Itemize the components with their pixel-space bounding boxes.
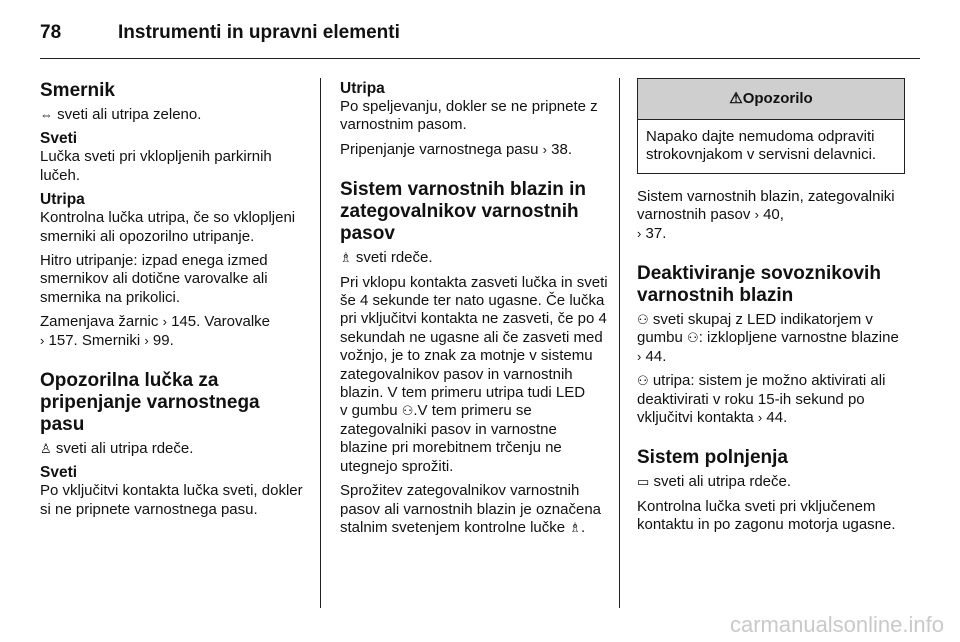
zamenjava-text: Zamenjava žarnic › 145. Varovalke › 157. Smerniki › 99. <box>40 313 271 349</box>
heading-utripa: Utripa <box>40 191 85 209</box>
page-header <box>40 18 920 58</box>
battery-icon: ▭ <box>637 474 650 490</box>
reference-text: Sistem varnostnih blazin, zategovalniki varnostnih pasov › 40, › 37. <box>637 187 895 242</box>
ref-arrow-icon: › <box>162 314 167 330</box>
passenger-airbag-icon: ⚇ <box>637 373 649 389</box>
column-2 <box>340 80 608 543</box>
warning-text: Napako dajte nemudoma odpraviti strokovnjakom v servisni delavnici. <box>646 128 877 164</box>
heading-utripa-2: Utripa <box>340 80 385 97</box>
ref-arrow-icon: › <box>637 225 642 241</box>
battery-text: ▭ sveti ali utripa rdeče. <box>637 473 792 491</box>
warning-title: Opozorilo <box>742 90 813 107</box>
airbag-icon: ♗ <box>340 250 352 266</box>
airbag-icon: ♗ <box>569 519 581 535</box>
ref-arrow-icon: › <box>542 141 547 157</box>
sveti-text: Lučka sveti pri vklopljenih parkirnih lučeh. <box>40 148 272 184</box>
passenger-airbag-icon: ⚇ <box>687 330 699 346</box>
ref-arrow-icon: › <box>40 332 45 348</box>
passenger-airbag-icon: ⚇ <box>637 312 649 328</box>
airbag-text: ♗ sveti rdeče. <box>340 249 433 267</box>
warning-icon: ⚠ <box>729 90 743 107</box>
heading-sistem-varnostnih-blazin: Sistem varnostnih blazin in zategovalnikov varnostnih pasov <box>340 179 586 245</box>
ref-arrow-icon: › <box>637 348 642 364</box>
heading-deaktiviranje: Deaktiviranje sovoznikovih varnostnih blazin <box>637 263 881 307</box>
page-number: 78 <box>40 22 62 43</box>
warning-header <box>638 79 904 120</box>
polnjenja-text: Kontrolna lučka sveti pri vključenem kontaktu in po zagonu motorja ugasne. <box>637 497 896 534</box>
sveti-2-text: Po vključitvi kontakta lučka sveti, dokler si ne pripnete varnostnega pasu. <box>40 482 303 518</box>
deaktiviranje-text-1: ⚇ sveti skupaj z LED indikatorjem v gumbu ⚇: izklopljene varnostne blazine › 44. <box>637 311 899 365</box>
header-divider <box>40 58 920 59</box>
column-3 <box>637 78 905 541</box>
belt-text: ♙ sveti ali utripa rdeče. <box>40 440 194 458</box>
sprozitev-text: Sprožitev zategovalnikov varnostnih pasov ali varnostnih blazin je označena stalnim svetenjem kontrolne lučke ♗. <box>340 482 601 536</box>
ref-arrow-icon: › <box>757 410 763 426</box>
ref-arrow-icon: › <box>144 332 149 348</box>
utripa-2-text: Po speljevanju, dokler se ne pripnete z varnostnim pasom. <box>340 98 598 134</box>
heading-smernik: Smernik <box>40 80 115 101</box>
turn-signal-icon: ⇔ <box>40 107 53 122</box>
heading-sistem-polnjenja: Sistem polnjenja <box>637 447 788 469</box>
warning-box <box>637 78 905 174</box>
column-1 <box>40 80 308 525</box>
utripa-text: Kontrolna lučka utripa, če so vklopljeni smerniki ali opozorilno utripanje. <box>40 209 296 245</box>
airbag-description: Pri vklopu kontakta zasveti lučka in sveti še 4 sekunde ter nato ugasne. Če lučka pri vključitvi kontakta ne zasveti, če po 4 sekundah ne ugasne ali če zasveti med vožnjo, je to znak za motnje v sistemu zategovalnikov pasov in varnostnih blazin. V tem primeru utripa tudi LED v gumbu ⚇.V tem primeru se zategovalniki pasov in varnostne blazine pri morebitnem trčenju ne utegnejo sprožiti. <box>340 273 608 475</box>
pripenjanje-text: Pripenjanje varnostnega pasu › 38. <box>340 140 573 158</box>
seatbelt-icon: ♙ <box>40 441 52 457</box>
column-divider-2 <box>619 78 620 608</box>
heading-sveti-2: Sveti <box>40 464 78 482</box>
heading-opozorilna-lucka: Opozorilna lučka za pripenjanje varnostnega pasu <box>40 370 260 436</box>
page-title: Instrumenti in upravni elementi <box>118 22 400 43</box>
ref-arrow-icon: › <box>754 207 759 223</box>
hitro-utripanje-text: Hitro utripanje: izpad enega izmed smernikov ali dotične varovalke ali smernika na prikolici. <box>40 252 268 306</box>
watermark: carmanualsonline.info <box>729 612 944 637</box>
deaktiviranje-text-2: ⚇ utripa: sistem je možno aktivirati ali deaktivirati v roku 15-ih sekund po vključitvi kontakta › 44. <box>637 372 886 427</box>
passenger-airbag-icon: ⚇ <box>401 403 414 419</box>
smernik-text: ⇔ sveti ali utripa zeleno. <box>40 106 202 123</box>
column-divider-1 <box>320 78 321 608</box>
heading-sveti: Sveti <box>40 130 78 148</box>
